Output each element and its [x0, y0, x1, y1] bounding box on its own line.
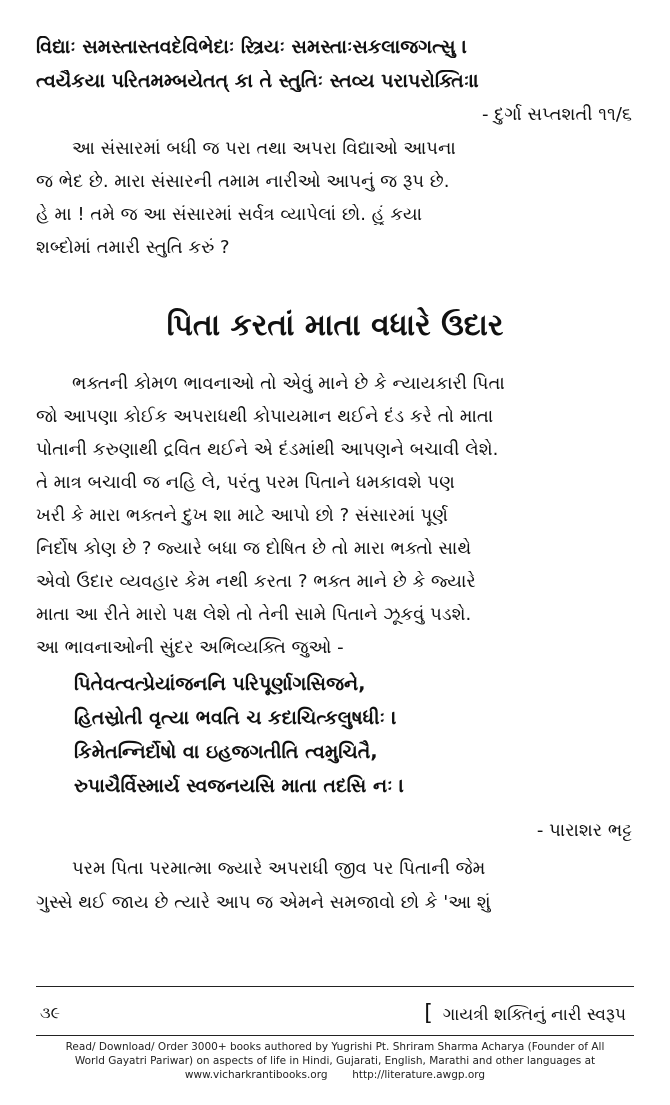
paragraph-line: હે મા ! તમે જ આ સંસારમાં સર્વત્ર વ્યાપેલાં છો. હું કયા [36, 204, 423, 225]
verse-line: કિમેતન્નિર્દોષો વા ઇહજગતીતિ ત્વમુચિતૈ, [74, 741, 378, 763]
publisher-urls [0, 1069, 670, 1081]
verse-line: રુપાયૈર્વિસ્માર્ય સ્વજનયસિ માતા તદસિ નઃ । [74, 775, 405, 797]
notice-rule [36, 1035, 634, 1036]
running-title-text: ગાયત્રી શક્તિનું નારી સ્વરૂપ [442, 1005, 626, 1025]
footer-rule [36, 986, 634, 987]
paragraph-line: માતા આ રીતે મારો પક્ષ લેશે તો તેની સામે પિતાને ઝૂકવું પડશે. [36, 604, 472, 625]
paragraph-line: નિર્દોષ કોણ છે ? જ્યારે બધા જ દોષિત છે તો મારા ભક્તો સાથે [36, 538, 472, 559]
publisher-notice-line: World Gayatri Pariwar) on aspects of life in Hindi, Gujarati, English, Marathi and other languages at [74, 1055, 596, 1067]
website-link[interactable]: http://literature.awgp.org [352, 1069, 486, 1081]
verse-line: હિતસ્રોતી વૃત્યા ભવતિ ચ કદાચિત્કલુષધીઃ । [74, 707, 397, 729]
paragraph-line: ગુસ્સે થઈ જાય છે ત્યારે આપ જ એમને સમજાવો છો કે 'આ શું [36, 892, 491, 913]
paragraph-line: આ સંસારમાં બધી જ પરા તથા અપરા વિદ્યાઓ આપના [72, 138, 456, 159]
paragraph-line: તે માત્ર બચાવી જ નહિ લે, પરંતુ પરમ પિતાને ધમકાવશે પણ [36, 472, 455, 493]
paragraph-line: પરમ પિતા પરમાત્મા જ્યારે અપરાધી જીવ પર પિતાની જેમ [72, 858, 486, 879]
verse-line: વિદ્યાઃ સમસ્તાસ્તવદેવિભેદાઃ સ્ત્રિયઃ સમસ્તાઃસકલાજગત્સુ । [36, 36, 468, 58]
publisher-notice-line: Read/ Download/ Order 3000+ books authored by Yugrishi Pt. Shriram Sharma Acharya (Founder of All [65, 1041, 605, 1053]
section-heading: પિતા કરતાં માતા વધારે ઉદાર [166, 308, 504, 343]
paragraph-line: શબ્દોમાં તમારી સ્તુતિ કરું ? [36, 237, 230, 258]
paragraph-line: આ ભાવનાઓની સુંદર અભિવ્યક્તિ જુઓ - [36, 637, 344, 658]
page-number: ૩૯ [40, 1003, 61, 1022]
verse-line: ત્વયૈકયા પરિતમમ્બયેતત્ કા તે સ્તુતિઃ સ્તવ્ય પરાપરોક્તિઃ॥ [36, 70, 480, 92]
paragraph-line: ભક્તની કોમળ ભાવનાઓ તો એવું માને છે કે ન્યાયકારી પિતા [72, 373, 505, 394]
bracket-glyph: [ [424, 1001, 433, 1026]
paragraph-line: એવો ઉદાર વ્યવહાર કેમ નથી કરતા ? ભક્ત માને છે કે જ્યારે [36, 571, 476, 592]
verse-source: - પારાશર ભટ્ટ [536, 820, 632, 841]
verse-line: પિતેવત્વત્પ્રેયાંજનનિ પરિપૂર્ણાગસિજને, [74, 673, 366, 695]
paragraph-line: પોતાની કરુણાથી દ્રવિત થઈને એ દંડમાંથી આપણને બચાવી લેશે. [36, 439, 499, 460]
paragraph-line: જ ભેદ છે. મારા સંસારની તમામ નારીઓ આપનું જ રૂપ છે. [36, 171, 450, 192]
paragraph-line: જો આપણા કોઈક અપરાધથી કોપાયમાન થઈને દંડ કરે તો માતા [36, 406, 494, 427]
paragraph-line: ખરી કે મારા ભક્તને દુખ શા માટે આપો છો ? સંસારમાં પૂર્ણ [36, 505, 448, 526]
website-link[interactable]: www.vicharkrantibooks.org [184, 1069, 328, 1081]
verse-source: - દુર્ગા સપ્તશતી ૧૧/૬ [481, 104, 632, 125]
running-title [424, 1001, 626, 1026]
